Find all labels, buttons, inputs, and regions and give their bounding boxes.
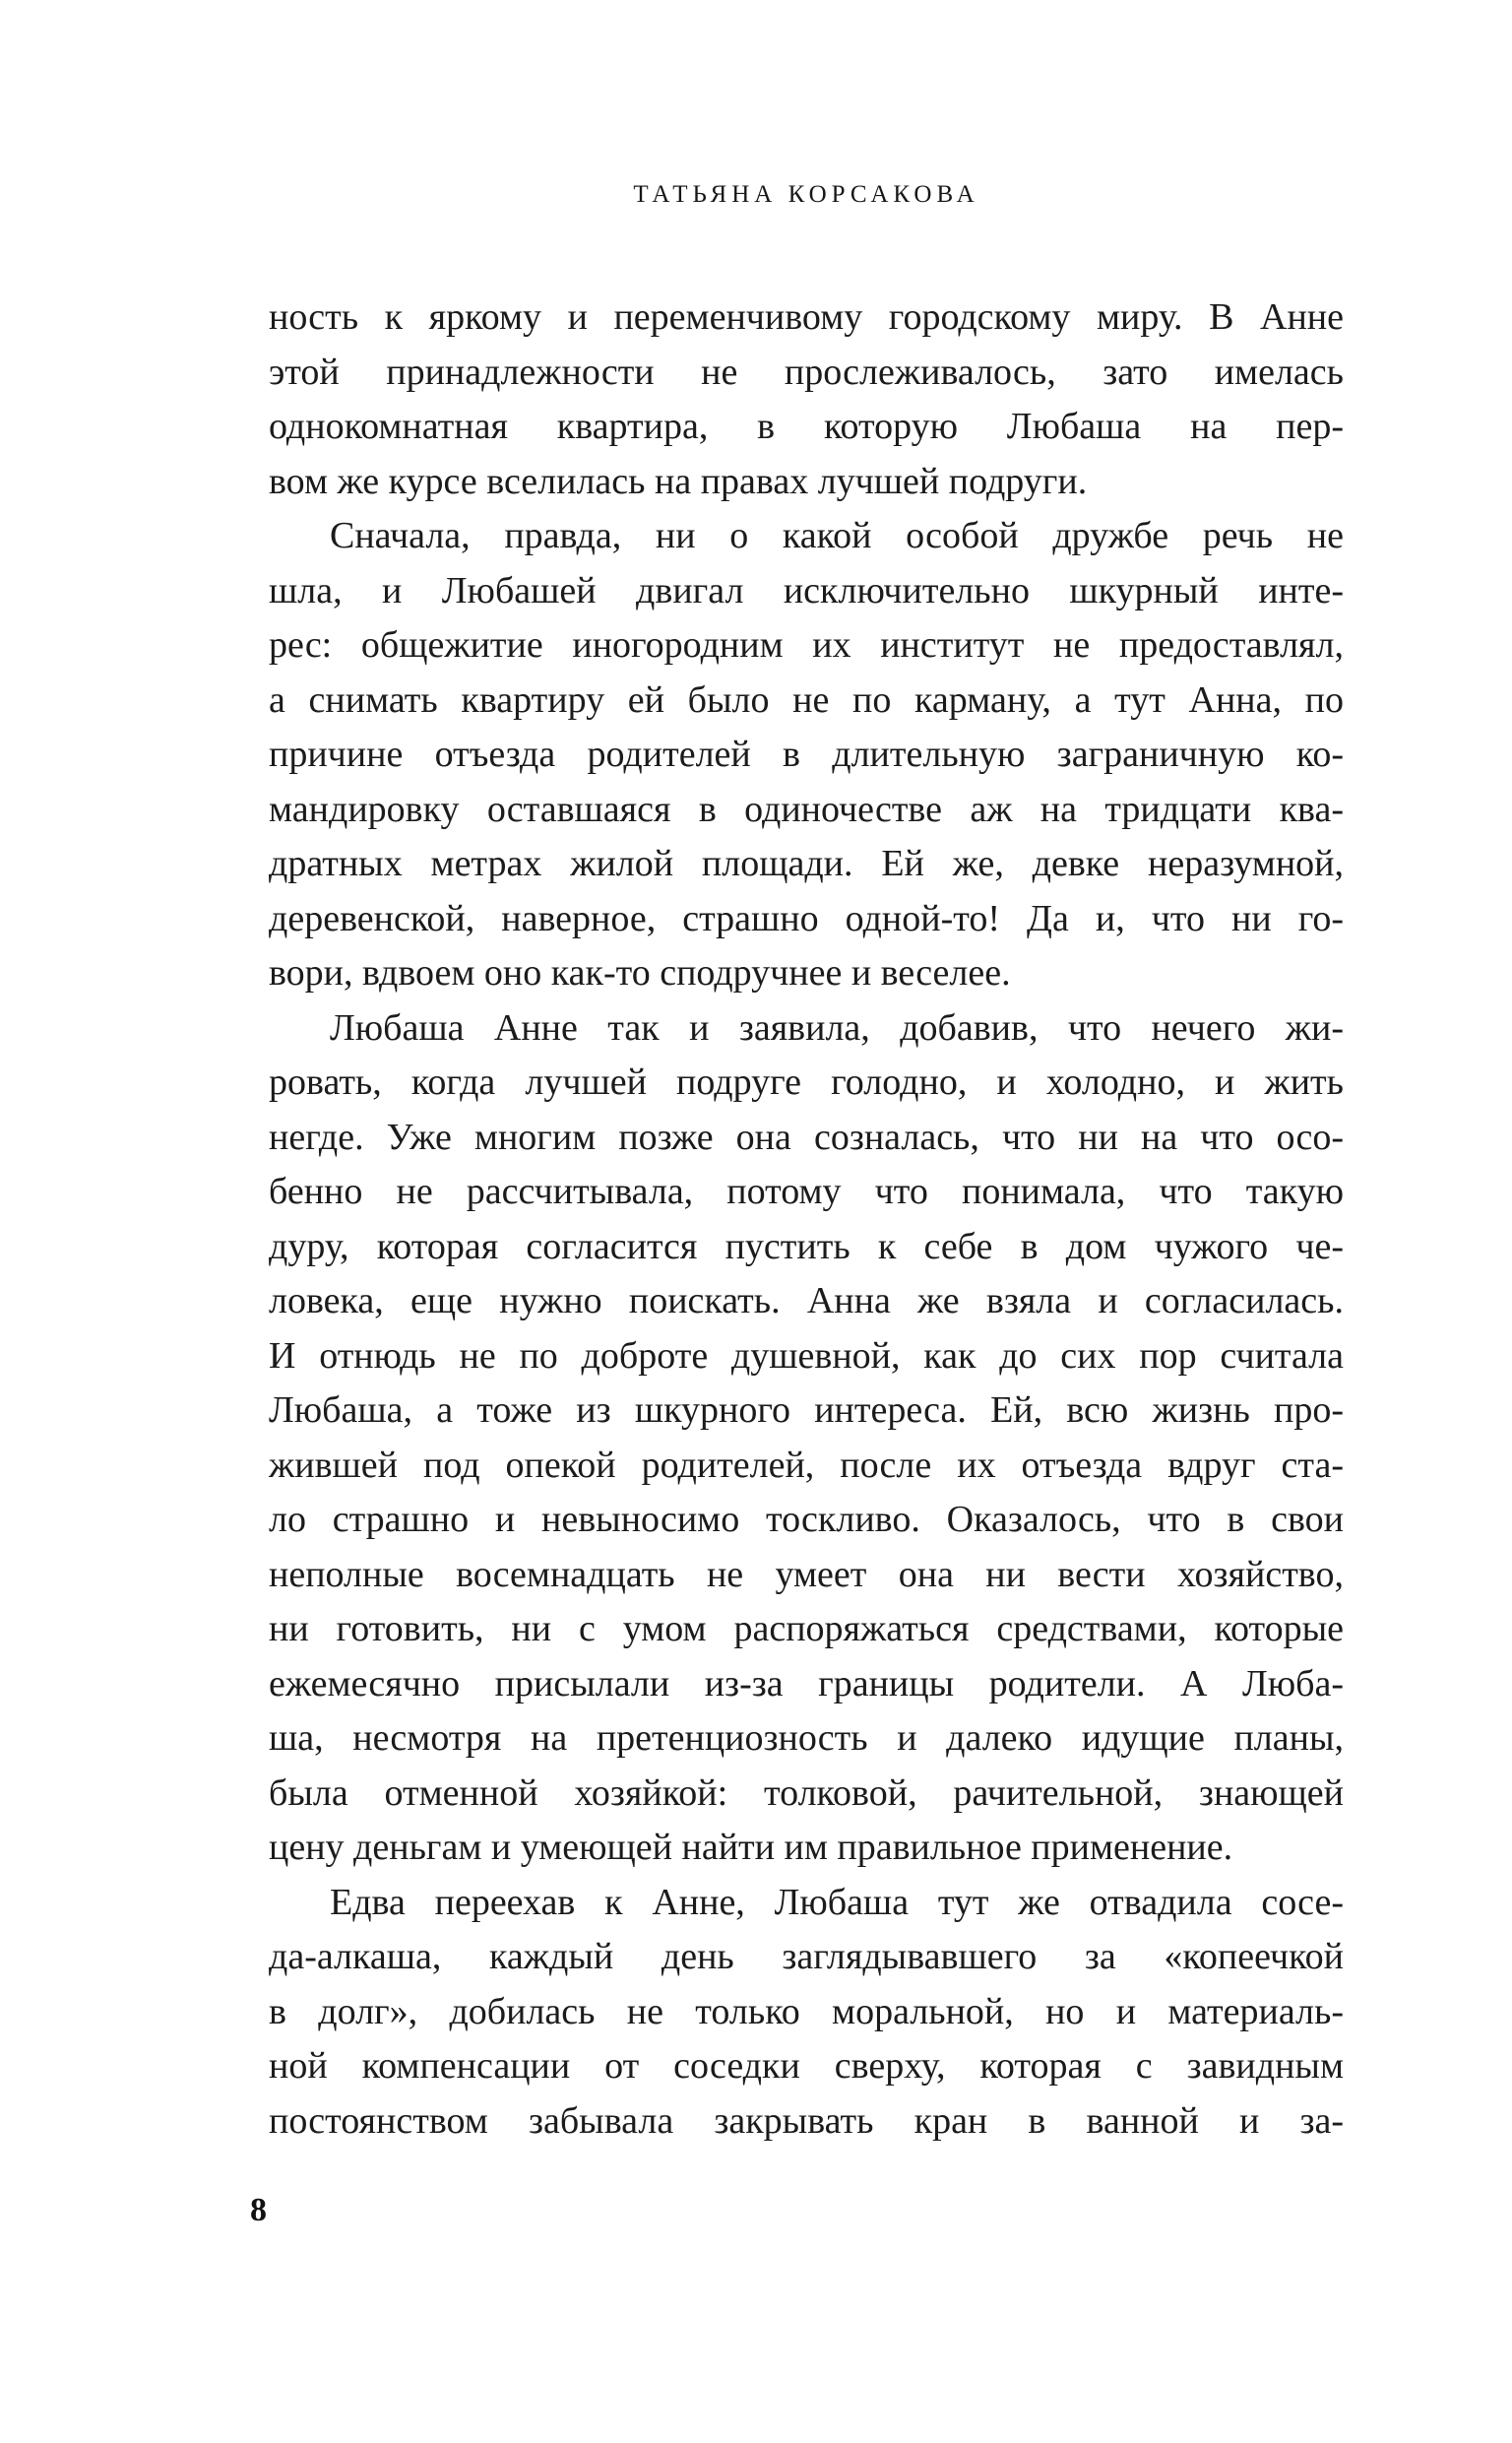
text-line: Любаша Анне так и заявила, добавив, что нечего жи- [330, 1006, 1344, 1049]
text-line: ловека, еще нужно поискать. Анна же взяла и согласилась. [269, 1280, 1344, 1321]
text-line: бенно не рассчитывала, потому что понимала, что такую [269, 1171, 1344, 1212]
text-line: причине отъезда родителей в длительную заграничную ко- [269, 734, 1344, 775]
text-line: была отменной хозяйкой: толковой, рачительной, знающей [269, 1771, 1344, 1814]
text-line: однокомнатная квартира, в которую Любаша на пер- [269, 406, 1344, 447]
text-line: в долг», добилась не только моральной, но и материаль- [269, 1990, 1344, 2032]
text-line: ло страшно и невыносимо тоскливо. Оказалось, что в свои [269, 1499, 1344, 1540]
text-line: рес: общежитие иногородним их институт не предоставлял, [269, 624, 1344, 666]
text-line: ша, несмотря на претенциозность и далеко идущие планы, [269, 1717, 1344, 1759]
text-line: дуру, которая согласится пустить к себе в дом чужого че- [269, 1225, 1344, 1267]
text-line: вом же курсе вселилась на правах лучшей подруги. [269, 460, 1088, 502]
text-line: вори, вдвоем оно как-то сподручнее и веселее. [269, 952, 1011, 994]
text-line: негде. Уже многим позже она созналась, что ни на что осо- [269, 1116, 1344, 1158]
text-line: а снимать квартиру ей было не по карману, а тут Анна, по [269, 678, 1344, 721]
running-header: ТАТЬЯНА КОРСАКОВА [633, 181, 979, 208]
text-line: ежемесячно присылали из-за границы родители. А Люба- [269, 1662, 1344, 1704]
text-line: Сначала, правда, ни о какой особой дружбе речь не [330, 515, 1344, 556]
text-line: Едва переехав к Анне, Любаша тут же отвадила сосе- [330, 1881, 1344, 1923]
text-line: неполные восемнадцать не умеет она ни вести хозяйство, [269, 1553, 1344, 1595]
text-line: да-алкаша, каждый день заглядывавшего за «копеечкой [269, 1936, 1344, 1977]
text-line: цену деньгам и умеющей найти им правильное применение. [269, 1827, 1233, 1868]
text-line: ровать, когда лучшей подруге голодно, и холодно, и жить [269, 1061, 1344, 1103]
text-line: жившей под опекой родителей, после их отъезда вдруг ста- [269, 1444, 1344, 1486]
page-number: 8 [250, 2192, 267, 2228]
text-line: постоянством забывала закрывать кран в ванной и за- [269, 2099, 1344, 2142]
text-line: шла, и Любашей двигал исключительно шкурный инте- [269, 569, 1344, 611]
text-line: И отнюдь не по доброте душевной, как до сих пор считала [269, 1334, 1344, 1377]
text-line: дратных метрах жилой площади. Ей же, девке неразумной, [269, 843, 1344, 884]
text-line: деревенской, наверное, страшно одной-то! Да и, что ни го- [269, 897, 1344, 939]
text-line: мандировку оставшаяся в одиночестве аж на тридцати ква- [269, 788, 1344, 830]
text-line: ность к яркому и переменчивому городскому миру. В Анне [269, 296, 1344, 338]
text-line: этой принадлежности не прослеживалось, зато имелась [269, 351, 1344, 393]
text-line: Любаша, а тоже из шкурного интереса. Ей, всю жизнь про- [269, 1389, 1344, 1431]
text-line: ной компенсации от соседки сверху, которая с завидным [269, 2045, 1344, 2087]
body-text-block [269, 290, 1344, 2149]
text-line: ни готовить, ни с умом распоряжаться средствами, которые [269, 1608, 1344, 1649]
